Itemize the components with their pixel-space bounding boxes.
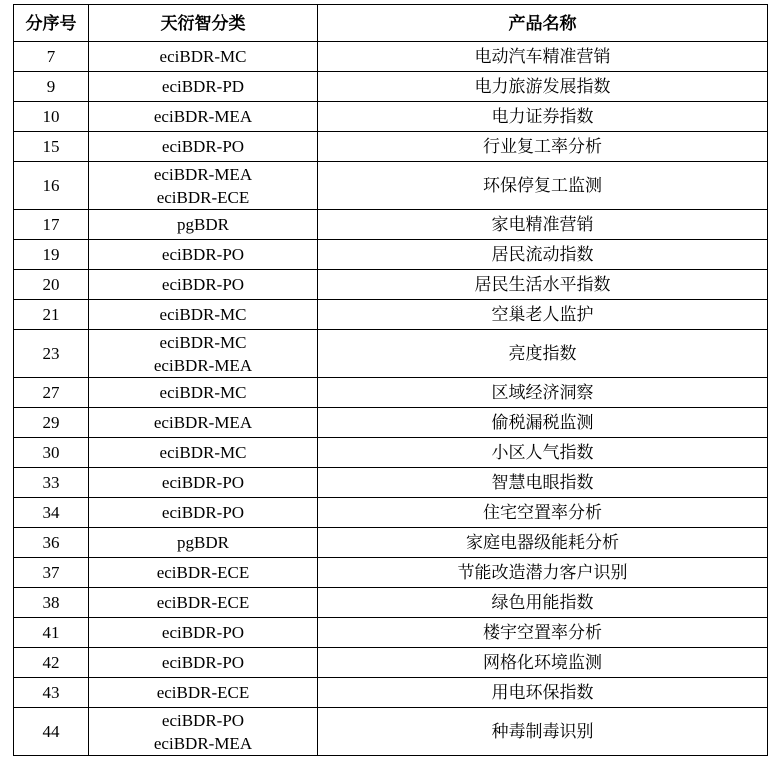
table-row bbox=[14, 588, 768, 618]
table-body bbox=[14, 42, 768, 756]
category-label: eciBDR-MC bbox=[159, 305, 247, 324]
category-label: eciBDR-MEA bbox=[153, 355, 253, 375]
category-label: eciBDR-ECE bbox=[156, 187, 250, 207]
serial-number-cell: 23 bbox=[14, 330, 89, 378]
category-cell bbox=[89, 408, 318, 438]
product-name-cell: 智慧电眼指数 bbox=[318, 468, 768, 498]
product-name-cell: 家电精准营销 bbox=[318, 210, 768, 240]
product-name-cell: 居民流动指数 bbox=[318, 240, 768, 270]
table-row bbox=[14, 300, 768, 330]
table-header-row bbox=[14, 5, 768, 42]
serial-number-cell: 38 bbox=[14, 588, 89, 618]
category-cell bbox=[89, 132, 318, 162]
table-row bbox=[14, 438, 768, 468]
serial-number-cell: 21 bbox=[14, 300, 89, 330]
category-cell bbox=[89, 588, 318, 618]
category-cell bbox=[89, 240, 318, 270]
category-cell bbox=[89, 270, 318, 300]
category-cell bbox=[89, 498, 318, 528]
serial-number-cell: 17 bbox=[14, 210, 89, 240]
table-row bbox=[14, 498, 768, 528]
category-cell bbox=[89, 330, 318, 378]
product-name-cell: 电动汽车精准营销 bbox=[318, 42, 768, 72]
serial-number-cell: 15 bbox=[14, 132, 89, 162]
product-name-cell: 区域经济洞察 bbox=[318, 378, 768, 408]
serial-number-cell: 7 bbox=[14, 42, 89, 72]
category-label: pgBDR bbox=[177, 215, 229, 234]
category-cell bbox=[89, 618, 318, 648]
table-row bbox=[14, 210, 768, 240]
table-row bbox=[14, 678, 768, 708]
product-name-cell: 节能改造潜力客户识别 bbox=[318, 558, 768, 588]
category-cell bbox=[89, 42, 318, 72]
table-row bbox=[14, 378, 768, 408]
category-label: eciBDR-PO bbox=[161, 473, 245, 492]
table-row bbox=[14, 42, 768, 72]
table-row bbox=[14, 270, 768, 300]
category-label: eciBDR-PO bbox=[161, 623, 245, 642]
category-label: eciBDR-PO bbox=[161, 245, 245, 264]
serial-number-cell: 41 bbox=[14, 618, 89, 648]
product-name-cell: 电力旅游发展指数 bbox=[318, 72, 768, 102]
category-label: eciBDR-PO bbox=[161, 137, 245, 156]
serial-number-cell: 27 bbox=[14, 378, 89, 408]
table-row bbox=[14, 102, 768, 132]
category-label: eciBDR-ECE bbox=[156, 593, 250, 612]
category-label: eciBDR-ECE bbox=[156, 563, 250, 582]
serial-number-cell: 29 bbox=[14, 408, 89, 438]
serial-number-cell: 30 bbox=[14, 438, 89, 468]
category-label: eciBDR-MC bbox=[159, 383, 247, 402]
product-name-cell: 住宅空置率分析 bbox=[318, 498, 768, 528]
category-cell bbox=[89, 72, 318, 102]
table-row bbox=[14, 648, 768, 678]
product-name-cell: 空巢老人监护 bbox=[318, 300, 768, 330]
serial-number-cell: 20 bbox=[14, 270, 89, 300]
category-label: eciBDR-MEA bbox=[153, 733, 253, 753]
serial-number-cell: 19 bbox=[14, 240, 89, 270]
table-row bbox=[14, 528, 768, 558]
product-name-cell: 种毒制毒识别 bbox=[318, 708, 768, 756]
product-name-cell: 行业复工率分析 bbox=[318, 132, 768, 162]
table-row bbox=[14, 558, 768, 588]
category-label: eciBDR-PD bbox=[161, 77, 245, 96]
category-label: eciBDR-MEA bbox=[153, 164, 253, 184]
product-name-cell: 网格化环境监测 bbox=[318, 648, 768, 678]
product-name-cell: 居民生活水平指数 bbox=[318, 270, 768, 300]
table-row bbox=[14, 618, 768, 648]
product-name-cell: 小区人气指数 bbox=[318, 438, 768, 468]
category-label: eciBDR-MEA bbox=[153, 413, 253, 432]
serial-number-cell: 16 bbox=[14, 162, 89, 210]
category-cell bbox=[89, 678, 318, 708]
category-label: eciBDR-ECE bbox=[156, 683, 250, 702]
product-name-cell: 亮度指数 bbox=[318, 330, 768, 378]
product-name-cell: 电力证券指数 bbox=[318, 102, 768, 132]
category-label: eciBDR-PO bbox=[161, 653, 245, 672]
serial-number-cell: 33 bbox=[14, 468, 89, 498]
product-table-container bbox=[13, 4, 767, 756]
category-cell bbox=[89, 708, 318, 756]
category-cell bbox=[89, 210, 318, 240]
product-table bbox=[13, 4, 768, 756]
category-cell bbox=[89, 438, 318, 468]
table-row bbox=[14, 240, 768, 270]
table-row bbox=[14, 708, 768, 756]
category-cell bbox=[89, 102, 318, 132]
table-row bbox=[14, 72, 768, 102]
category-label: eciBDR-MC bbox=[159, 47, 247, 66]
table-row bbox=[14, 408, 768, 438]
category-label: eciBDR-PO bbox=[161, 710, 245, 730]
serial-number-cell: 37 bbox=[14, 558, 89, 588]
product-name-cell: 用电环保指数 bbox=[318, 678, 768, 708]
serial-number-cell: 9 bbox=[14, 72, 89, 102]
category-label: eciBDR-MEA bbox=[153, 107, 253, 126]
serial-number-cell: 34 bbox=[14, 498, 89, 528]
serial-number-cell: 44 bbox=[14, 708, 89, 756]
serial-number-cell: 36 bbox=[14, 528, 89, 558]
product-name-cell: 环保停复工监测 bbox=[318, 162, 768, 210]
category-label: pgBDR bbox=[177, 533, 229, 552]
category-cell bbox=[89, 528, 318, 558]
category-cell bbox=[89, 378, 318, 408]
serial-number-cell: 10 bbox=[14, 102, 89, 132]
serial-number-cell: 43 bbox=[14, 678, 89, 708]
table-row bbox=[14, 468, 768, 498]
header-category: 天衍智分类 bbox=[89, 5, 318, 42]
product-name-cell: 偷税漏税监测 bbox=[318, 408, 768, 438]
header-product-name: 产品名称 bbox=[318, 5, 768, 42]
category-label: eciBDR-PO bbox=[161, 503, 245, 522]
product-name-cell: 楼宇空置率分析 bbox=[318, 618, 768, 648]
category-cell bbox=[89, 300, 318, 330]
product-name-cell: 家庭电器级能耗分析 bbox=[318, 528, 768, 558]
category-cell bbox=[89, 558, 318, 588]
category-cell bbox=[89, 162, 318, 210]
table-row bbox=[14, 162, 768, 210]
category-label: eciBDR-MC bbox=[159, 332, 247, 352]
table-row bbox=[14, 330, 768, 378]
table-row bbox=[14, 132, 768, 162]
category-cell bbox=[89, 648, 318, 678]
header-serial-number: 分序号 bbox=[14, 5, 89, 42]
product-name-cell: 绿色用能指数 bbox=[318, 588, 768, 618]
serial-number-cell: 42 bbox=[14, 648, 89, 678]
category-cell bbox=[89, 468, 318, 498]
category-label: eciBDR-PO bbox=[161, 275, 245, 294]
category-label: eciBDR-MC bbox=[159, 443, 247, 462]
